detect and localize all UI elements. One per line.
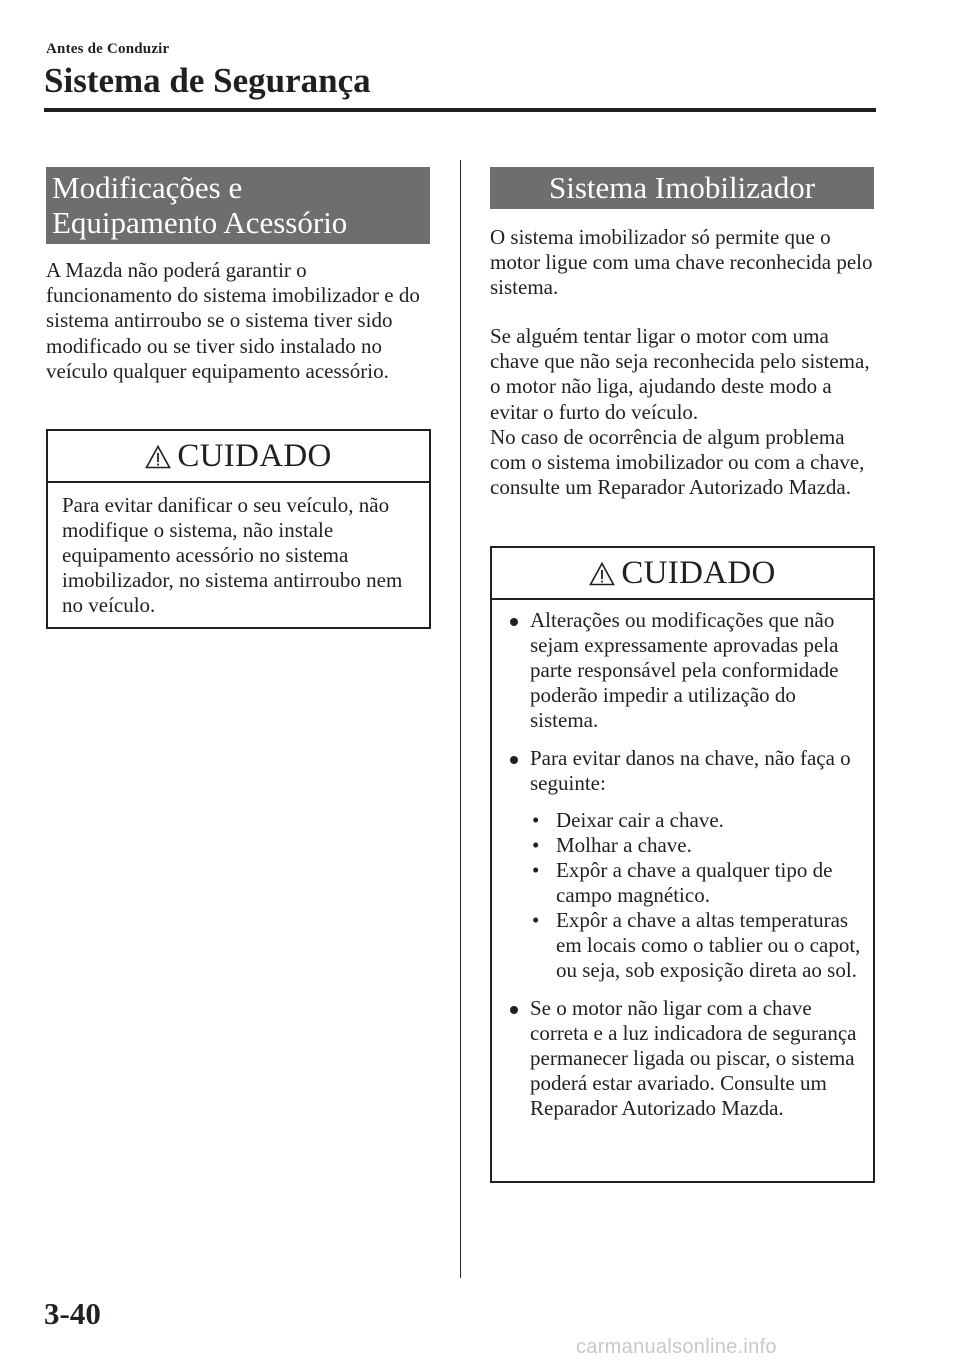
column-divider <box>460 160 461 1278</box>
heading-modificacoes <box>46 167 430 244</box>
heading-modificacoes-line1: Modificações e <box>52 170 243 205</box>
caution-sub-item: • Expôr a chave a altas temperaturas em locais como o tablier ou o capot, ou seja, sob exposição direta ao sol. <box>530 908 861 983</box>
caution-title-left: CUIDADO <box>177 438 332 474</box>
heading-imobilizador: Sistema Imobilizador <box>490 167 874 209</box>
paragraph-imobilizador-2 <box>490 324 880 500</box>
paragraph-imobilizador-2b: No caso de ocorrência de algum problema com o sistema imobilizador ou com a chave, consulte um Reparador Autorizado Mazda. <box>490 424 865 500</box>
caution-item-text: Para evitar danos na chave, não faça o seguinte: <box>530 746 851 795</box>
caution-item <box>504 996 861 1121</box>
watermark: carmanualsonline.info <box>576 1336 777 1358</box>
caution-box-right <box>490 546 875 1183</box>
caution-sub-item: • Expôr a chave a qualquer tipo de campo magnético. <box>530 858 861 908</box>
caution-header-right <box>492 548 873 600</box>
caution-box-left <box>46 429 431 629</box>
caution-sub-item: • Deixar cair a chave. <box>530 808 861 833</box>
caution-item-text: Se o motor não ligar com a chave correta e a luz indicadora de segurança permanecer ligada ou piscar, o sistema poderá estar avariado. Consulte um Reparador Autorizado Mazda. <box>530 996 857 1120</box>
caution-item-text: Alterações ou modificações que não sejam expressamente aprovadas pela parte responsável pela conformidade poderão impedir a utilização do sistema. <box>530 608 839 732</box>
chapter-label: Antes de Conduzir <box>46 41 170 57</box>
header-rule <box>44 108 876 112</box>
caution-header-left <box>48 431 429 483</box>
warning-triangle-icon <box>145 445 171 469</box>
page-number: 3-40 <box>44 1296 101 1331</box>
caution-item <box>504 608 861 733</box>
bullet-icon <box>510 1006 518 1014</box>
warning-triangle-icon <box>589 562 615 586</box>
paragraph-modificacoes: A Mazda não poderá garantir o funcionamento do sistema imobilizador e do sistema antirroubo se o sistema tiver sido modificado ou se tiver sido instalado no veículo qualquer equipamento acessório. <box>46 258 420 383</box>
caution-text-left: Para evitar danificar o seu veículo, não modifique o sistema, não instale equipamento acessório no sistema imobilizador, no sistema antirroubo nem no veículo. <box>62 493 403 617</box>
section-title: Sistema de Segurança <box>44 61 371 100</box>
caution-item <box>504 746 861 983</box>
caution-sub-list <box>530 808 861 983</box>
caution-title-right: CUIDADO <box>621 555 776 591</box>
heading-modificacoes-line2: Equipamento Acessório <box>52 205 348 240</box>
paragraph-imobilizador-2a: Se alguém tentar ligar o motor com uma chave que não seja reconhecida pelo sistema, o motor não liga, ajudando deste modo a evitar o furto do veículo. <box>490 324 870 424</box>
caution-sub-item: • Molhar a chave. <box>530 833 861 858</box>
bullet-icon <box>510 618 518 626</box>
bullet-icon <box>510 756 518 764</box>
caution-list <box>492 600 873 1121</box>
paragraph-imobilizador-1: O sistema imobilizador só permite que o motor ligue com uma chave reconhecida pelo sistema. <box>490 225 873 300</box>
